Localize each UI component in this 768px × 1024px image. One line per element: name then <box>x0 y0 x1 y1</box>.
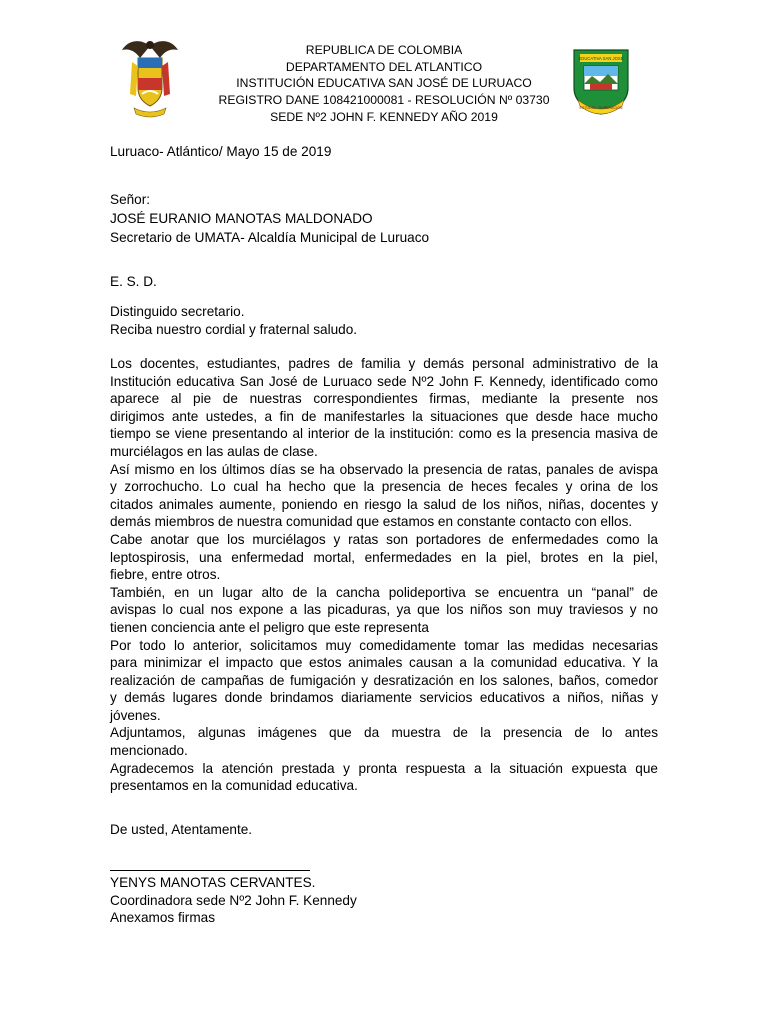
paragraph-line: tiempo se viene presentando al interior de la institución: como es la presencia masiva de <box>110 426 658 442</box>
paragraph-line: y demás lugares donde brindamos diariamente servicios educativos a niños, niñas y <box>110 690 658 706</box>
paragraph-1 <box>110 355 658 461</box>
header-line-4: REGISTRO DANE 108421000081 - RESOLUCIÓN Nº 03730 <box>218 93 550 108</box>
paragraph-line: demás miembros de nuestra comunidad que estamos en constante contacto con ellos. <box>110 514 633 530</box>
letter-body <box>110 355 658 795</box>
paragraph-line: Adjuntamos, algunas imágenes que da muestra de la presencia de lo antes <box>110 725 658 741</box>
paragraph-line: para minimizar el impacto que estos animales causan a la comunidad educativa. Y la <box>110 655 658 671</box>
greeting-line-1: Distinguido secretario. <box>110 304 245 319</box>
paragraph-line: citados animales aumente, poniendo en riesgo la salud de los niños, niñas, docentes y <box>110 496 658 512</box>
place-date <box>110 143 658 161</box>
greeting-block <box>110 303 658 339</box>
paragraph-6 <box>110 724 658 759</box>
paragraph-line: y zorrochucho. Lo cual ha hecho que la presencia de heces fecales y orina de los <box>110 479 658 495</box>
esd-text: E. S. D. <box>110 274 157 289</box>
paragraph-5 <box>110 637 658 725</box>
paragraph-line: dirigimos ante ustedes, a fin de manifestarles la situaciones que desde hace mucho <box>110 408 658 424</box>
recipient-block <box>110 190 658 247</box>
date-line: Luruaco- Atlántico/ Mayo 15 de 2019 <box>110 144 332 159</box>
paragraph-line: También, en un lugar alto de la cancha polideportiva se encuentra un “panal” de <box>110 584 658 600</box>
paragraph-line: avispas lo cual nos expone a las picaduras, ya que los niños son muy traviesos y no <box>110 602 658 618</box>
school-crest-top-text: EDUCATIVA SAN JOSÉ <box>578 56 624 61</box>
paragraph-line: Así mismo en los últimos días se ha observado la presencia de ratas, panales de avispa <box>110 461 658 477</box>
esd-block <box>110 273 658 291</box>
signer-name: YENYS MANOTAS CERVANTES. <box>110 875 316 890</box>
paragraph-line: realización de campañas de fumigación y desratización en los salones, baños, comedor <box>110 672 658 688</box>
paragraph-7 <box>110 760 658 795</box>
signature-line <box>110 870 310 871</box>
header-line-2: DEPARTAMENTO DEL ATLANTICO <box>285 59 483 74</box>
header-line-1: REPUBLICA DE COLOMBIA <box>305 43 463 57</box>
closing-text: De usted, Atentamente. <box>110 822 253 837</box>
paragraph-line: Institución educativa San José de Luruaco sede Nº2 John F. Kennedy, identificado como <box>110 373 658 389</box>
paragraph-line: Agradecemos la atención prestada y pronta respuesta a la situación expuesta que <box>110 760 658 776</box>
signer-block <box>110 874 658 927</box>
school-crest-motto: ESTUDIO · SUPERACIÓN <box>579 106 623 110</box>
paragraph-line: Por todo lo anterior, solicitamos muy comedidamente tomar las medidas necesarias <box>110 637 658 653</box>
coat-of-arms-icon <box>120 36 180 120</box>
signer-role: Coordinadora sede Nº2 John F. Kennedy <box>110 892 357 908</box>
paragraph-line: aparece al pie de nuestras correspondientes firmas, mediante la presente nos <box>110 391 658 407</box>
paragraph-2 <box>110 461 658 531</box>
greeting-line-2: Reciba nuestro cordial y fraternal saludo. <box>110 322 358 337</box>
paragraph-line: tienen conciencia ante el peligro que este representa <box>110 619 429 635</box>
recipient-role: Secretario de UMATA- Alcaldía Municipal de Luruaco <box>110 230 430 245</box>
paragraph-line: murciélagos en las aulas de clase. <box>110 443 318 459</box>
annex-note: Anexamos firmas <box>110 910 216 925</box>
paragraph-line: jóvenes. <box>110 707 161 723</box>
paragraph-4 <box>110 584 658 637</box>
paragraph-line: leptospirosis, una enfermedad mortal, enfermedades en la piel, brotes en la piel, <box>110 549 658 565</box>
paragraph-line: Cabe anotar que los murciélagos y ratas son portadores de enfermedades como la <box>110 531 658 547</box>
closing-block <box>110 821 658 839</box>
paragraph-line: presentamos en la comunidad educativa. <box>110 778 358 794</box>
paragraph-line: mencionado. <box>110 743 188 759</box>
letterhead <box>200 42 568 126</box>
header-line-3: INSTITUCIÓN EDUCATIVA SAN JOSÉ DE LURUACO <box>236 76 532 91</box>
paragraph-3 <box>110 531 658 584</box>
paragraph-line: fiebre, entre otros. <box>110 567 221 583</box>
school-crest-icon <box>570 44 632 120</box>
paragraph-line: Los docentes, estudiantes, padres de familia y demás personal administrativo de la <box>110 356 658 371</box>
salutation-title: Señor: <box>110 192 151 207</box>
header-line-5: SEDE Nº2 JOHN F. KENNEDY AÑO 2019 <box>270 109 498 124</box>
recipient-name: JOSÉ EURANIO MANOTAS MALDONADO <box>110 211 373 226</box>
